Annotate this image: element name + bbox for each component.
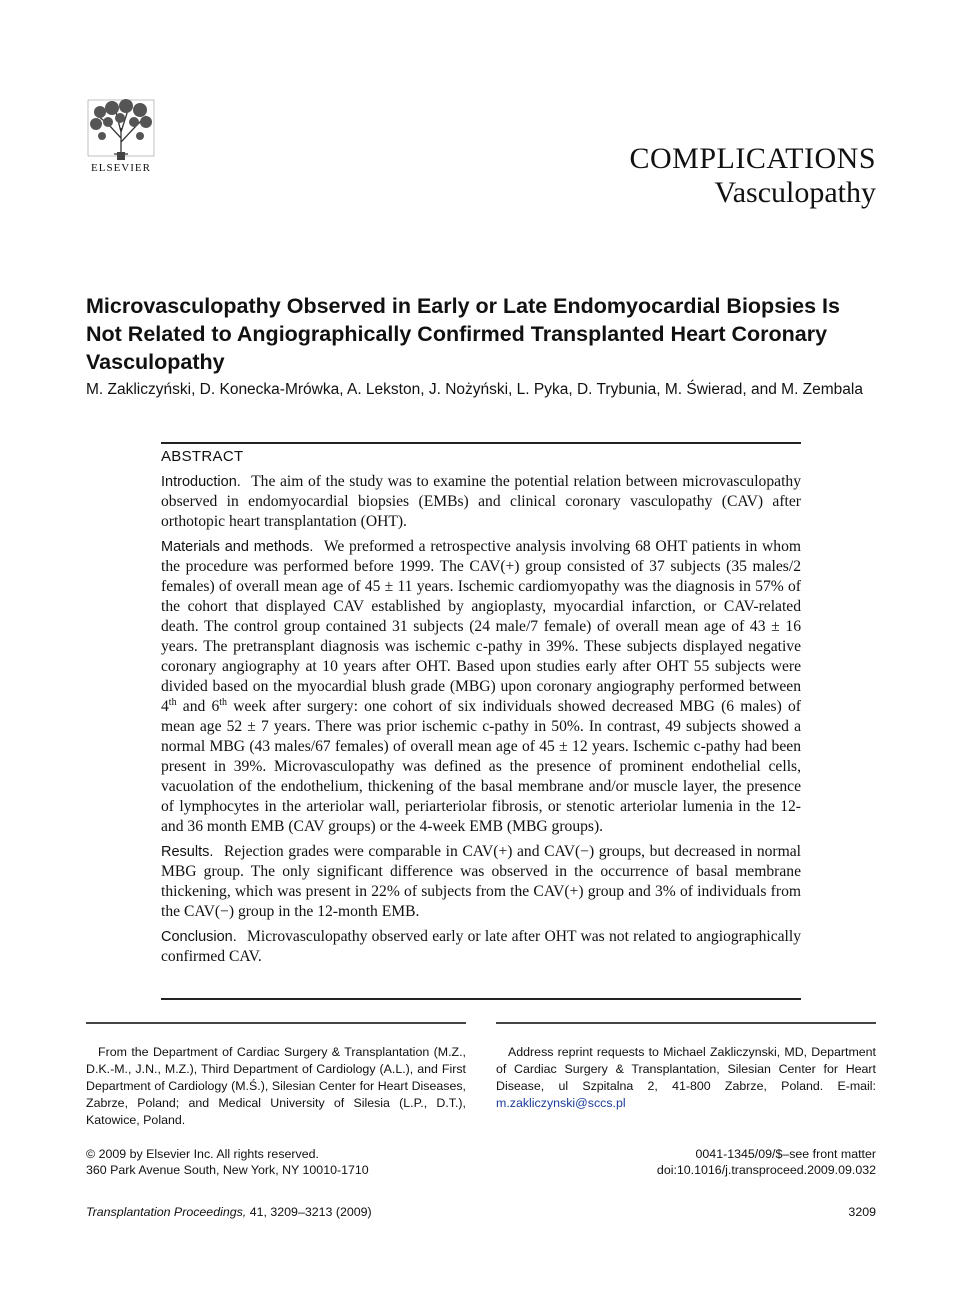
conclusion-text: Microvasculopathy observed early or late after OHT was not related to angiographically confirmed CAV.: [161, 928, 802, 965]
copyright-block: [86, 1146, 369, 1178]
address-text: Address reprint requests to Michael Zakliczynski, MD, Department of Cardiac Surgery & Transplantation, Silesian Center for Heart Disease, ul Szpitalna 2, 41-800 Zabrze, Poland. E-mail:: [496, 1045, 876, 1093]
conclusion-label: Conclusion.: [161, 929, 237, 945]
footnote-rule-left: [86, 1022, 466, 1024]
address-footnote: [496, 1044, 876, 1112]
methods-text-2: and 6: [176, 698, 220, 715]
abstract-results: [161, 842, 801, 922]
author-list: M. Zakliczyński, D. Konecka-Mrówka, A. Lekston, J. Nożyński, L. Pyka, D. Trybunia, M. Świerad, and M. Zembala: [86, 381, 863, 398]
publisher-logo-text: ELSEVIER: [91, 162, 151, 174]
results-text: Rejection grades were comparable in CAV(+) and CAV(−) groups, but decreased in normal MBG group. The only significant difference was observed in the occurrence of basal membrane thickening, which was present in 22% of subjects from the CAV(+) group and 3% of individuals from the CAV(−) group in the 12-month EMB.: [161, 843, 801, 920]
citation-details: 41, 3209–3213 (2009): [246, 1205, 372, 1219]
journal-name: Transplantation Proceedings,: [86, 1205, 247, 1219]
page-number: 3209: [848, 1205, 876, 1219]
abstract-introduction: [161, 472, 801, 532]
abstract-block: [161, 448, 801, 972]
article-title: Microvasculopathy Observed in Early or Late Endomyocardial Biopsies Is Not Related to Angiographically Confirmed Transplanted Heart Coronary Vasculopathy: [86, 294, 840, 374]
introduction-text: The aim of the study was to examine the potential relation between microvasculopathy observed in endomyocardial biopsies (EMBs) and clinical coronary vasculopathy (CAV) after orthotopic heart transplantation (OHT).: [161, 473, 801, 530]
methods-label: Materials and methods.: [161, 539, 314, 555]
abstract-heading: ABSTRACT: [161, 448, 244, 465]
section-subcategory: Vasculopathy: [714, 176, 876, 209]
abstract-methods: [161, 537, 801, 837]
introduction-label: Introduction.: [161, 474, 241, 490]
methods-superscript-2: th: [219, 696, 228, 708]
section-heading: [629, 142, 876, 210]
results-label: Results.: [161, 844, 214, 860]
methods-superscript-1: th: [168, 696, 177, 708]
abstract-bottom-rule: [161, 998, 801, 1000]
journal-citation: [86, 1204, 372, 1220]
methods-text-3: week after surgery: one cohort of six individuals showed decreased MBG (6 males) of mean age 52 ± 7 years. There was prior ischemic c-pathy in 50%. In contrast, 49 subjects showed a normal MBG (43 males/67 females) of overall mean age of 45 ± 12 years. Ischemic c-pathy had been present in 39%. Microvasculopathy was defined as the presence of prominent endothelial cells, vacuolation of the endothelium, thickening of the basal membrane and/or muscle layer, the presence of lymphocytes in the arteriolar wall, periarteriolar fibrosis, or stenotic arteriolar lumenia in the 12- and 36 month EMB (CAV groups) or the 4-week EMB (MBG groups).: [161, 698, 801, 835]
copyright-line: © 2009 by Elsevier Inc. All rights reserved.: [86, 1147, 319, 1161]
publisher-address: 360 Park Avenue South, New York, NY 10010-1710: [86, 1163, 369, 1177]
abstract-conclusion: [161, 927, 801, 967]
abstract-top-rule: [161, 442, 801, 444]
methods-text-1: We preformed a retrospective analysis involving 68 OHT patients in whom the procedure was performed before 1999. The CAV(+) group consisted of 37 subjects (35 males/2 females) of overall mean age of 45 ± 11 years. Ischemic cardiomyopathy was the diagnosis in 57% of the cohort that displayed CAV established by angioplasty, myocardial infarction, or CAV-related death. The control group contained 31 subjects (24 male/7 female) of overall mean age of 43 ± 16 years. The pretransplant diagnosis was ischemic c-pathy in 39%. These subjects displayed negative coronary angiography at 10 years after OHT. Based upon studies early after OHT 55 subjects were divided based on the myocardial blush grade (MBG) upon coronary angiography performed between 4: [161, 538, 801, 715]
email-link[interactable]: m.zakliczynski@sccs.pl: [496, 1096, 626, 1110]
issn-line: 0041-1345/09/$–see front matter: [695, 1147, 876, 1161]
footnote-rule-right: [496, 1022, 876, 1024]
identifier-block: [657, 1146, 876, 1178]
doi-line: doi:10.1016/j.transproceed.2009.09.032: [656, 1163, 876, 1177]
affiliation-footnote: From the Department of Cardiac Surgery & Transplantation (M.Z., D.K.-M., J.N., M.Z.), Third Department of Cardiology (A.L.), and First Department of Cardiology (M.Ś.), Silesian Center for Heart Diseases, Zabrze, Poland; and Medical University of Silesia (L.P., D.T.), Katowice, Poland.: [86, 1045, 466, 1127]
section-category: COMPLICATIONS: [629, 142, 876, 175]
